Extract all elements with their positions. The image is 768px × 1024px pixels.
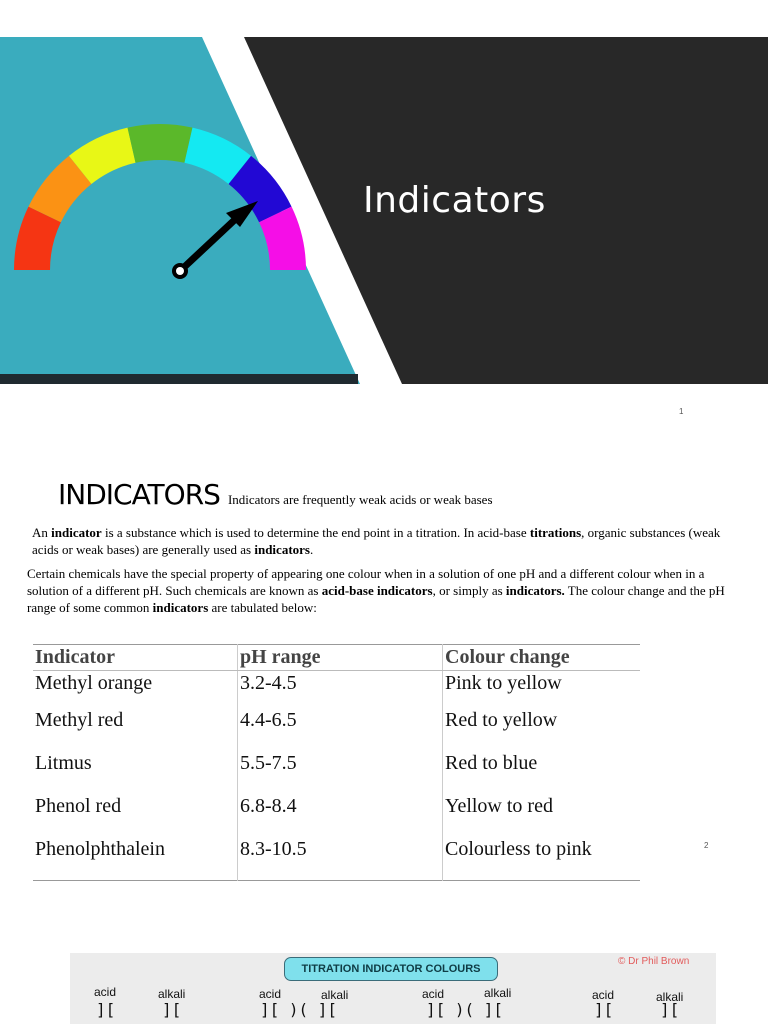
section-heading bbox=[58, 478, 493, 511]
column-header: Indicator bbox=[33, 645, 238, 671]
table-header-row bbox=[33, 645, 640, 671]
column-header: pH range bbox=[238, 645, 443, 671]
table-cell: Yellow to red bbox=[445, 795, 553, 817]
test-tube-icon: ][ bbox=[96, 1000, 116, 1019]
page-number: 2 bbox=[704, 841, 709, 850]
table-cell: Phenol red bbox=[33, 794, 238, 837]
alkali-label: alkali bbox=[484, 986, 512, 1000]
table-row bbox=[33, 751, 640, 794]
test-tube-icon: ][ )( ][ bbox=[426, 1000, 504, 1019]
table-cell: Methyl red bbox=[33, 708, 238, 751]
acid-label: acid bbox=[259, 987, 282, 1001]
title-slide bbox=[0, 37, 768, 384]
table-cell: Litmus bbox=[33, 751, 238, 794]
acid-label: acid bbox=[592, 988, 615, 1002]
table-cell: Methyl orange bbox=[33, 671, 238, 709]
table-cell: 5.5-7.5 bbox=[238, 751, 443, 794]
alkali-label: alkali bbox=[158, 987, 186, 1001]
table-row bbox=[33, 837, 640, 881]
definition-paragraph: An indicator is a substance which is used to determine the end point in a titration. In acid-base titrations, organic substances (weak acids or weak bases) are generally used as indicators. bbox=[32, 525, 721, 557]
table-cell: Phenolphthalein bbox=[33, 837, 238, 881]
image-credit: © Dr Phil Brown bbox=[618, 956, 690, 967]
column-header: Colour change bbox=[443, 645, 641, 671]
table-row bbox=[33, 794, 640, 837]
test-tube-icon: ][ bbox=[594, 1000, 614, 1019]
table-cell: Colourless to pink bbox=[445, 838, 592, 860]
table-cell: Pink to yellow bbox=[445, 672, 562, 694]
page-number: 1 bbox=[679, 407, 684, 416]
image-title: TITRATION INDICATOR COLOURS bbox=[284, 957, 498, 981]
table-cell: 4.4-6.5 bbox=[238, 708, 443, 751]
description-paragraph: Certain chemicals have the special property of appearing one colour when in a solution of one pH and a different colour when in a solution of a different pH. Such chemicals are known as acid-base indicators, or simply as indicators. The colour change and the pH range of some common indicators are tabulated below: bbox=[27, 566, 725, 615]
table-row bbox=[33, 708, 640, 751]
table-cell: 3.2-4.5 bbox=[238, 671, 443, 709]
slide-title: Indicators bbox=[363, 180, 546, 221]
table-cell: Red to yellow bbox=[445, 709, 558, 731]
test-tube-icon: ][ bbox=[660, 1000, 680, 1019]
heading-title: INDICATORS bbox=[58, 478, 220, 511]
gauge-segment bbox=[128, 124, 193, 163]
table-cell: 8.3-10.5 bbox=[238, 837, 443, 881]
alkali-label: alkali bbox=[656, 990, 684, 1004]
test-tube-icon: ][ bbox=[162, 1000, 182, 1019]
titration-colours-image bbox=[70, 953, 716, 1024]
acid-label: acid bbox=[94, 985, 117, 999]
acid-label: acid bbox=[422, 987, 445, 1001]
table-cell: 6.8-8.4 bbox=[238, 794, 443, 837]
indicator-table bbox=[33, 644, 640, 881]
table-row bbox=[33, 671, 640, 709]
test-tube-icon: ][ )( ][ bbox=[260, 1000, 338, 1019]
table-cell: Red to blue bbox=[445, 752, 538, 774]
alkali-label: alkali bbox=[321, 988, 349, 1002]
heading-subtitle: Indicators are frequently weak acids or weak bases bbox=[227, 492, 493, 507]
